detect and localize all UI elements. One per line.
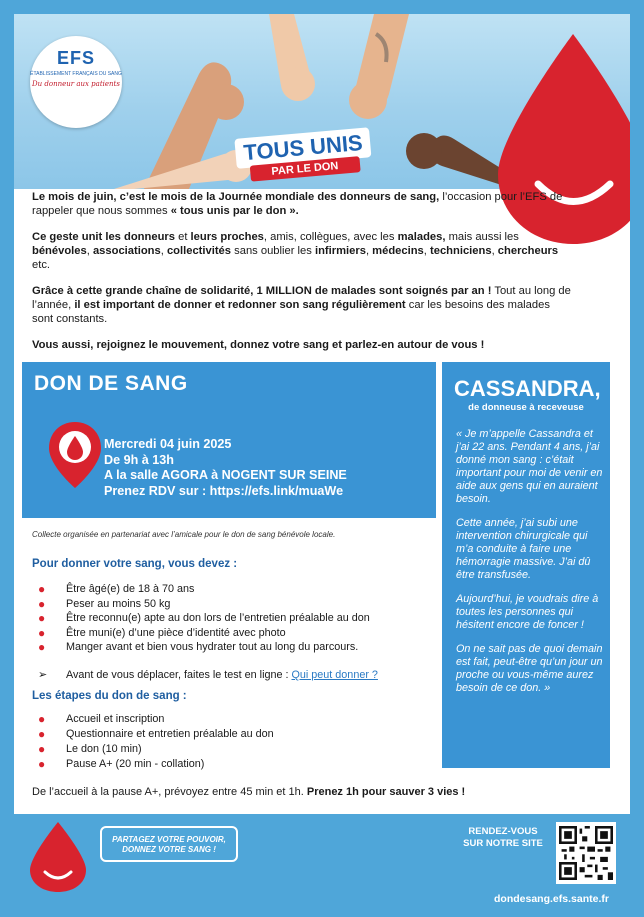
qr-code-icon[interactable] xyxy=(556,822,616,884)
efs-logo-tagline: Du donneur aux patients xyxy=(32,80,120,88)
efs-logo-org: ÉTABLISSEMENT FRANÇAIS DU SANG xyxy=(30,71,122,77)
bullet-icon: ● xyxy=(38,625,46,640)
quote-paragraph: Cette année, j’ai subi une intervention chirurgicale qui m’a conduite à faire une hémorragie massive. J’ai dû être transfusée. xyxy=(456,517,591,581)
intro-paragraph-1 xyxy=(32,190,572,218)
share-line-1: PARTAGEZ VOTRE POUVOIR, xyxy=(112,835,226,844)
closing-line xyxy=(32,786,465,798)
text-segment: Ce geste unit les donneurs xyxy=(32,231,175,243)
intro-text xyxy=(32,190,572,364)
text-segment: , xyxy=(86,245,93,257)
text-segment: il est important de donner et redonner son sang régulièrement xyxy=(74,299,406,311)
text-segment: , xyxy=(160,245,167,257)
text-segment: sans oublier les xyxy=(231,245,315,257)
online-test-link[interactable]: Qui peut donner ? xyxy=(291,669,378,681)
quote-paragraph: Aujourd’hui, je voudrais dire à toutes les personnes qui hésitent encore de foncer ! xyxy=(456,593,599,631)
share-message xyxy=(100,826,238,862)
event-panel xyxy=(22,362,436,518)
arrow-icon: ➢ xyxy=(38,669,48,681)
intro-paragraph-3 xyxy=(32,284,572,326)
text-segment: malades, xyxy=(397,231,446,243)
rendezvous-label xyxy=(456,826,550,850)
slogan-sub: PAR LE DON xyxy=(249,156,360,182)
event-booking[interactable]: Prenez RDV sur : https://efs.link/muaWe xyxy=(104,483,344,498)
quote-paragraph: « Je m’appelle Cassandra et j’ai 22 ans. Pendant 4 ans, j’ai donné mon sang : c’était important pour moi de venir en aide aux gens qui en auraient besoin. xyxy=(456,428,603,505)
text-segment: associations xyxy=(92,245,161,257)
bullet-icon: ● xyxy=(38,727,46,741)
list-item-text: Accueil et inscription xyxy=(66,713,165,725)
text-segment: , xyxy=(365,245,373,257)
text-segment: , xyxy=(491,245,498,257)
testimony-role: de donneuse à receveuse xyxy=(468,402,584,413)
bullet-icon: ● xyxy=(38,596,46,611)
list-item-text: Questionnaire et entretien préalable au don xyxy=(66,728,274,740)
bullet-icon: ● xyxy=(38,582,46,596)
text-segment: et xyxy=(174,231,191,243)
list-item xyxy=(32,742,274,757)
text-segment: , amis, collègues, avec les xyxy=(263,231,398,243)
bullet-icon: ● xyxy=(38,611,46,625)
rendezvous-line-2: SUR NOTRE SITE xyxy=(463,838,543,849)
blood-drop-icon xyxy=(30,822,86,892)
requirements-list xyxy=(32,582,370,655)
list-item-text: Peser au moins 50 kg xyxy=(66,597,171,610)
text-segment: leurs proches xyxy=(190,231,264,243)
list-item xyxy=(32,757,274,772)
event-title: DON DE SANG xyxy=(34,372,188,395)
list-item-text: Être reconnu(e) apte au don lors de l’entretien préalable au don xyxy=(66,612,370,624)
requirements-title: Pour donner votre sang, vous devez : xyxy=(32,558,238,570)
bullet-icon: ● xyxy=(38,640,46,654)
text-segment: bénévoles xyxy=(32,245,87,257)
list-item xyxy=(32,582,370,597)
bullet-icon: ● xyxy=(38,712,46,726)
slogan-main: TOUS UNIS xyxy=(234,127,371,169)
steps-title: Les étapes du don de sang : xyxy=(32,690,187,702)
list-item xyxy=(32,597,370,612)
text-segment: l’occasion pour l’EFS de rappeler que nous sommes xyxy=(32,191,563,217)
list-item xyxy=(32,611,370,626)
text-segment: Vous aussi, rejoignez le mouvement, donnez votre sang et parlez-en autour de vous ! xyxy=(32,339,485,351)
list-item xyxy=(32,626,370,641)
text-segment: Le mois de juin, c’est le mois de la Journée mondiale des donneurs de sang, xyxy=(32,191,440,203)
list-item xyxy=(32,727,274,742)
list-item xyxy=(32,640,370,655)
text-segment: médecins xyxy=(372,245,424,257)
bullet-icon: ● xyxy=(38,757,46,771)
online-test xyxy=(32,668,378,681)
list-item-text: Le don (10 min) xyxy=(66,743,142,755)
text-segment: car les besoins des malades sont constants. xyxy=(32,299,550,325)
bullet-icon: ● xyxy=(38,742,46,756)
steps-list xyxy=(32,712,274,772)
text-segment: collectivités xyxy=(166,245,232,257)
text-segment: infirmiers xyxy=(314,245,366,257)
event-partnership-note: Collecte organisée en partenariat avec l’amicale pour le don de sang bénévole locale. xyxy=(32,530,336,539)
website-url[interactable]: dondesang.efs.sante.fr xyxy=(494,893,609,905)
text-segment: Grâce à cette grande chaîne de solidarité, 1 MILLION de malades sont soignés par an ! xyxy=(32,285,492,297)
testimony-panel xyxy=(442,362,610,768)
efs-logo-mark: EFS xyxy=(56,48,95,68)
event-details xyxy=(104,437,347,499)
closing-text: De l’accueil à la pause A+, prévoyez entre 45 min et 1h. xyxy=(32,786,307,798)
text-segment: techniciens xyxy=(430,245,492,257)
intro-paragraph-2 xyxy=(32,230,572,272)
online-test-text: Avant de vous déplacer, faites le test en ligne : xyxy=(66,669,292,681)
event-hours: De 9h à 13h xyxy=(104,452,174,467)
testimony-name: CASSANDRA, xyxy=(454,376,601,401)
text-segment: Tout au long de l’année, xyxy=(32,285,571,311)
efs-logo xyxy=(30,36,122,128)
list-item-text: Manger avant et bien vous hydrater tout au long du parcours. xyxy=(66,641,359,653)
text-segment: etc. xyxy=(32,259,51,271)
event-place: A la salle AGORA à NOGENT SUR SEINE xyxy=(104,468,347,482)
share-line-2: DONNEZ VOTRE SANG ! xyxy=(122,845,216,854)
text-segment: « tous unis par le don ». xyxy=(170,205,299,217)
event-date: Mercredi 04 juin 2025 xyxy=(104,437,232,451)
list-item-text: Être muni(e) d’une pièce d’identité avec photo xyxy=(66,626,286,639)
list-item-text: Être âgé(e) de 18 à 70 ans xyxy=(66,583,195,595)
list-item-text: Pause A+ (20 min - collation) xyxy=(66,758,205,770)
text-segment: , xyxy=(423,245,431,257)
text-segment: chercheurs xyxy=(497,245,559,257)
rendezvous-line-1: RENDEZ-VOUS xyxy=(468,826,538,837)
intro-paragraph-4 xyxy=(32,338,572,352)
location-pin-icon xyxy=(49,422,101,488)
list-item xyxy=(32,712,274,727)
testimony-quote xyxy=(456,428,604,706)
quote-paragraph: On ne sait pas de quoi demain est fait, peut-être qu’un jour un proche ou vous-même aurez besoin de ce don. » xyxy=(456,643,603,694)
text-segment: mais aussi les xyxy=(445,231,519,243)
closing-bold: Prenez 1h pour sauver 3 vies ! xyxy=(306,786,466,798)
